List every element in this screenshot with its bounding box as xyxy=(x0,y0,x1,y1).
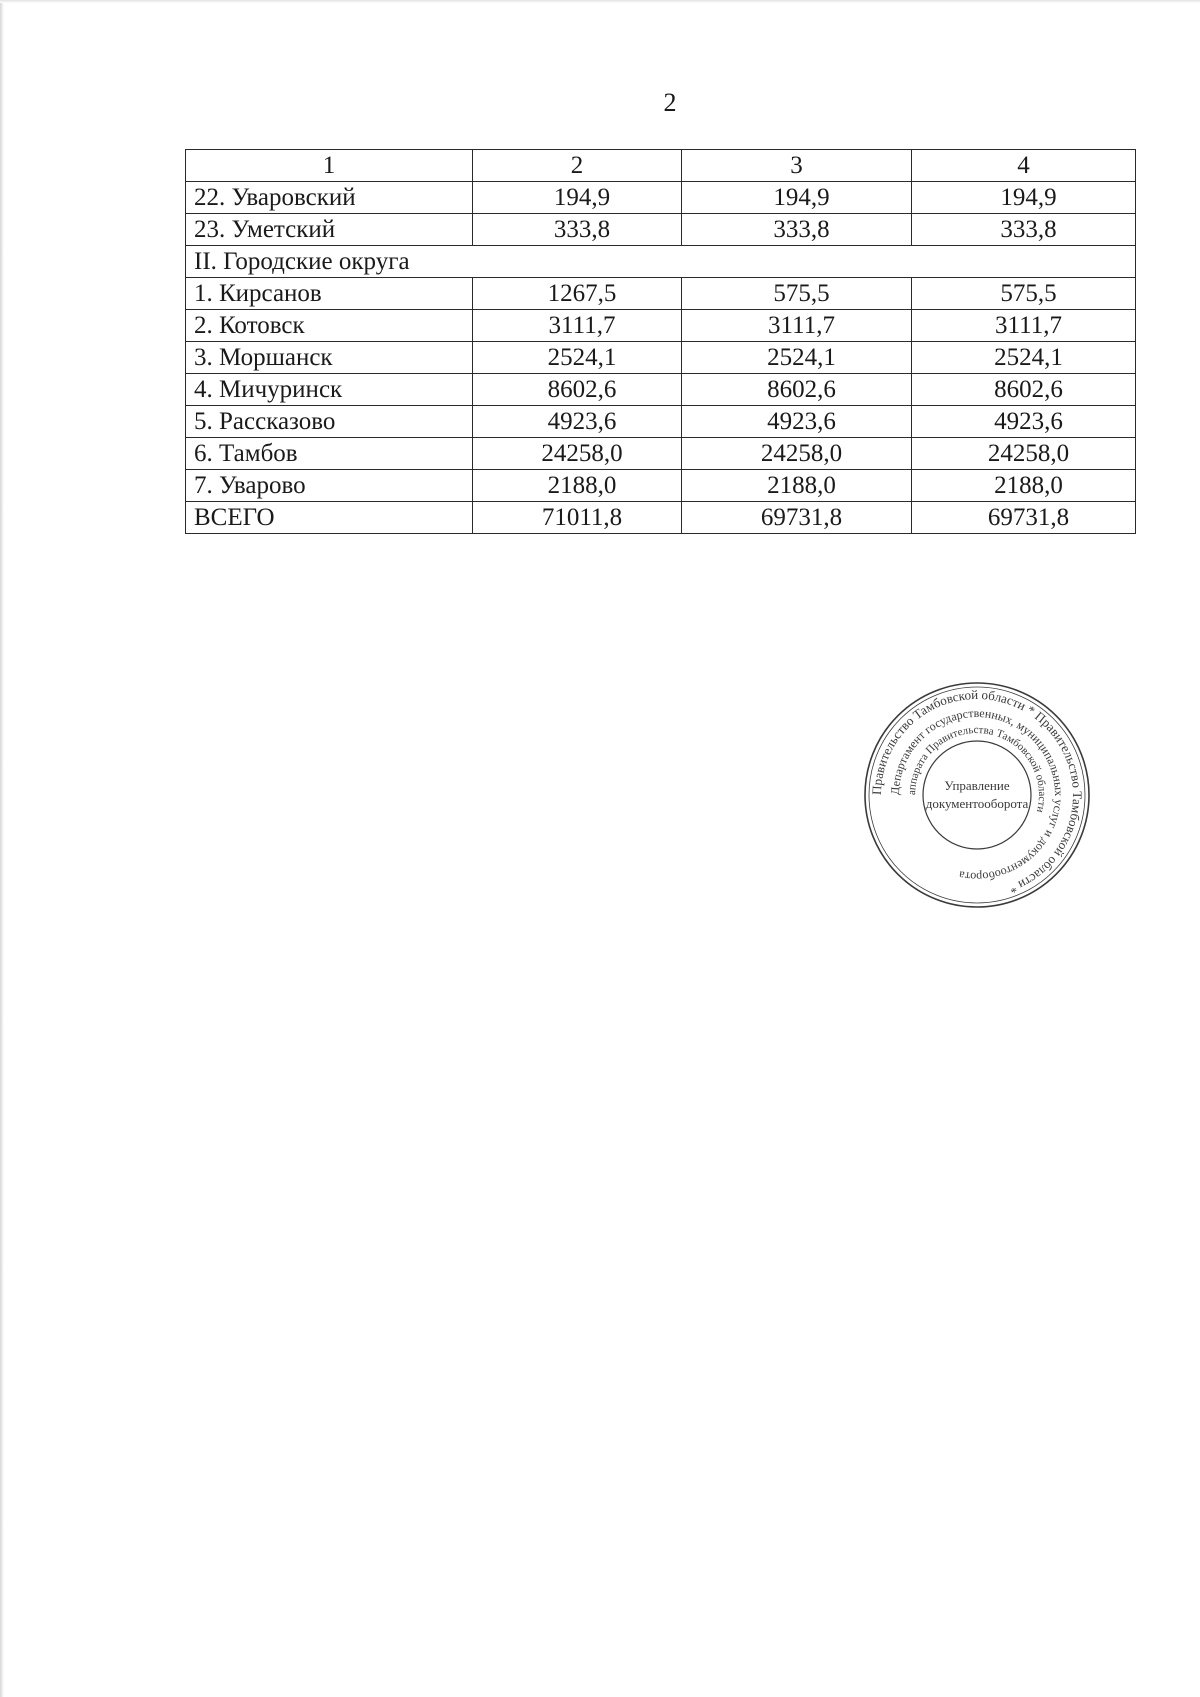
header-cell: 1 xyxy=(186,150,473,182)
row-value: 2188,0 xyxy=(473,470,682,502)
table-row xyxy=(186,278,1136,310)
row-name: 4. Мичуринск xyxy=(186,374,473,406)
row-value: 8602,6 xyxy=(473,374,682,406)
seal-center-line1: Управление xyxy=(944,778,1010,793)
header-cell: 2 xyxy=(473,150,682,182)
row-value: 24258,0 xyxy=(912,438,1136,470)
table-row xyxy=(186,406,1136,438)
row-value: 4923,6 xyxy=(912,406,1136,438)
scan-edge-top xyxy=(0,0,1200,3)
table-row xyxy=(186,310,1136,342)
total-value: 69731,8 xyxy=(912,502,1136,534)
data-table xyxy=(185,149,1136,534)
row-value: 3111,7 xyxy=(682,310,912,342)
row-name: 22. Уваровский xyxy=(186,182,473,214)
seal-inner-ring xyxy=(923,741,1031,849)
row-value: 8602,6 xyxy=(682,374,912,406)
total-value: 71011,8 xyxy=(473,502,682,534)
row-value: 8602,6 xyxy=(912,374,1136,406)
header-cell: 3 xyxy=(682,150,912,182)
total-row xyxy=(186,502,1136,534)
row-value: 575,5 xyxy=(682,278,912,310)
table-row xyxy=(186,470,1136,502)
row-value: 333,8 xyxy=(473,214,682,246)
total-value: 69731,8 xyxy=(682,502,912,534)
table-row xyxy=(186,342,1136,374)
section-row xyxy=(186,246,1136,278)
row-value: 575,5 xyxy=(912,278,1136,310)
official-seal xyxy=(862,680,1092,910)
row-value: 4923,6 xyxy=(473,406,682,438)
row-value: 2524,1 xyxy=(912,342,1136,374)
table-row xyxy=(186,182,1136,214)
total-label: ВСЕГО xyxy=(186,502,473,534)
row-value: 3111,7 xyxy=(473,310,682,342)
row-value: 333,8 xyxy=(682,214,912,246)
page-number: 2 xyxy=(663,88,677,117)
table-row xyxy=(186,214,1136,246)
row-name: 23. Уметский xyxy=(186,214,473,246)
row-value: 3111,7 xyxy=(912,310,1136,342)
row-name: 3. Моршанск xyxy=(186,342,473,374)
row-name: 6. Тамбов xyxy=(186,438,473,470)
table-header-row xyxy=(186,150,1136,182)
row-value: 24258,0 xyxy=(473,438,682,470)
row-name: 2. Котовск xyxy=(186,310,473,342)
row-value: 1267,5 xyxy=(473,278,682,310)
row-value: 2524,1 xyxy=(682,342,912,374)
row-name: 5. Рассказово xyxy=(186,406,473,438)
row-name: 1. Кирсанов xyxy=(186,278,473,310)
table-row xyxy=(186,374,1136,406)
seal-middle-text: Департамент государственных, муниципальных услуг и документооборота xyxy=(887,705,1067,885)
row-value: 4923,6 xyxy=(682,406,912,438)
row-name: 7. Уварово xyxy=(186,470,473,502)
seal-inner-text: аппарата Правительства Тамбовской области xyxy=(905,723,1049,814)
row-value: 194,9 xyxy=(682,182,912,214)
seal-outer-text: Правительство Тамбовской области * Правительство Тамбовской области * xyxy=(868,686,1086,897)
table-row xyxy=(186,438,1136,470)
seal-center-line2: документооборота xyxy=(925,796,1029,811)
section-title: II. Городские округа xyxy=(186,246,1136,278)
scan-edge-left xyxy=(0,0,4,1697)
row-value: 2524,1 xyxy=(473,342,682,374)
seal-graphic xyxy=(862,680,1092,910)
row-value: 194,9 xyxy=(912,182,1136,214)
row-value: 2188,0 xyxy=(682,470,912,502)
header-cell: 4 xyxy=(912,150,1136,182)
row-value: 24258,0 xyxy=(682,438,912,470)
row-value: 194,9 xyxy=(473,182,682,214)
row-value: 2188,0 xyxy=(912,470,1136,502)
row-value: 333,8 xyxy=(912,214,1136,246)
